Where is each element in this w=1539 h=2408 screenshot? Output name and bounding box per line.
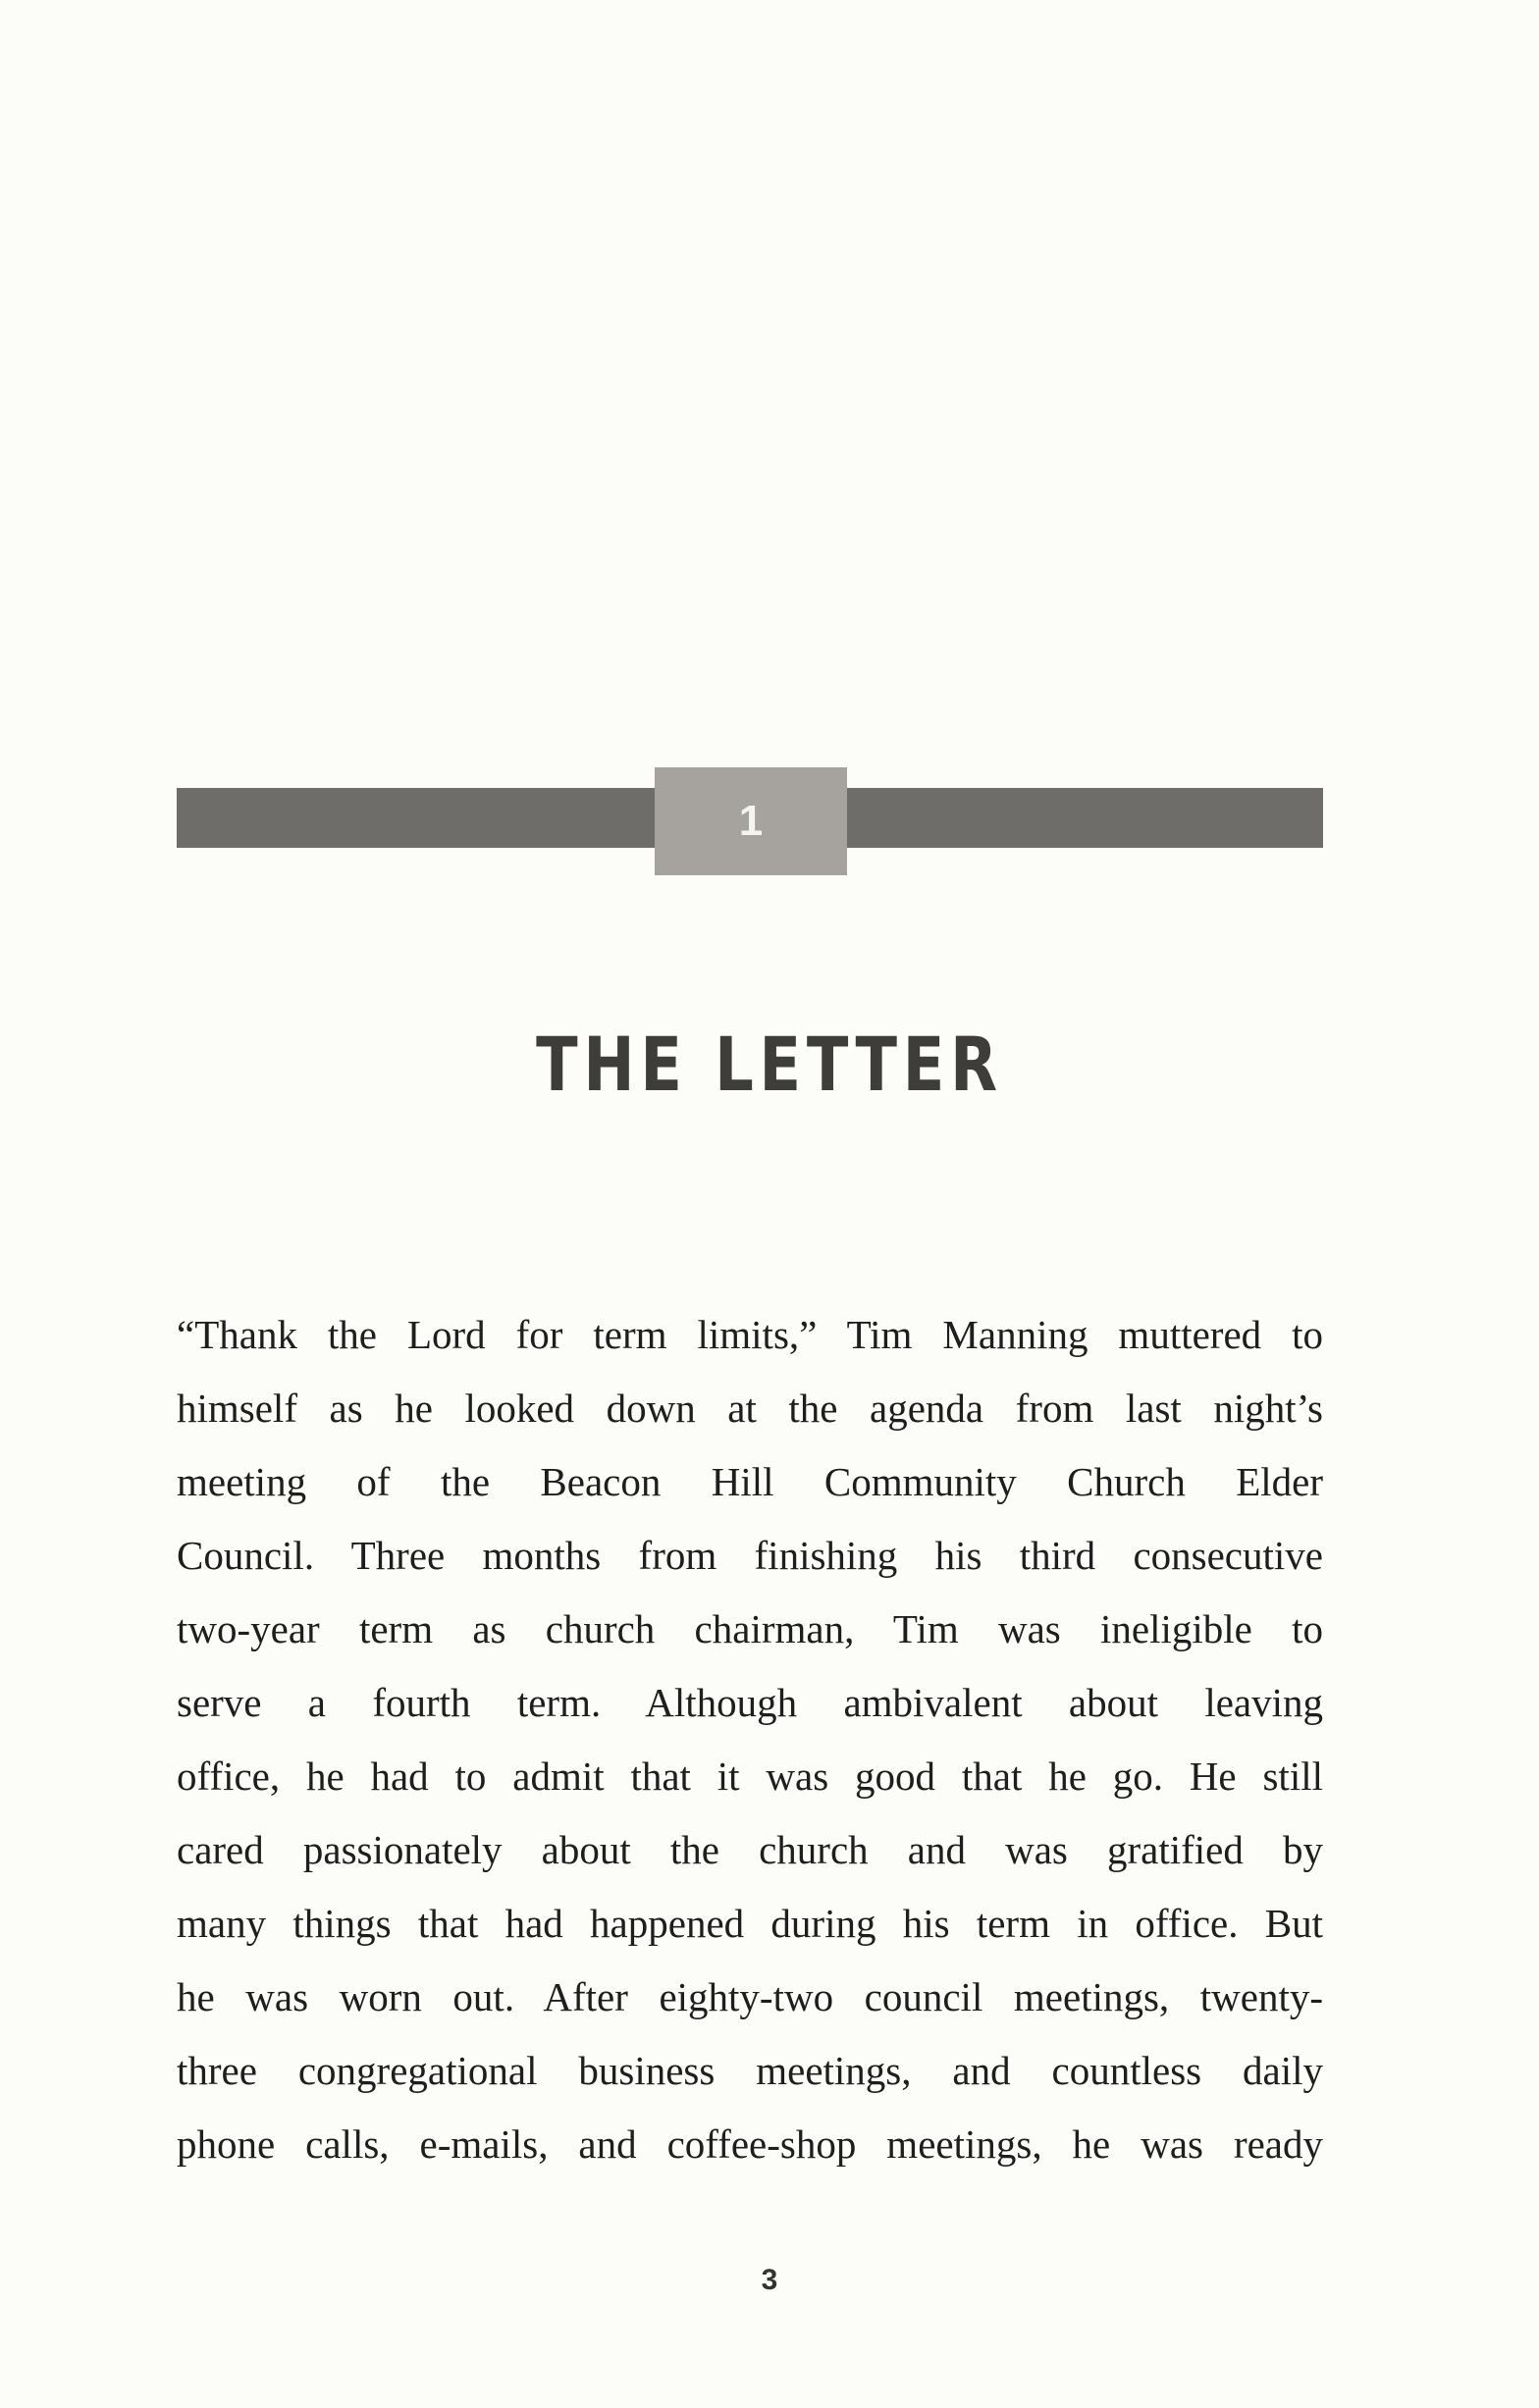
text-line: “Thank the Lord for term limits,” Tim Manning muttered to — [177, 1312, 1323, 1357]
text-line: he was worn out. After eighty-two council meetings, twenty- — [177, 1974, 1323, 2019]
text-line: Council. Three months from finishing his third consecutive — [177, 1533, 1323, 1578]
text-line: cared passionately about the church and was gratified by — [177, 1827, 1323, 1872]
text-line: many things that had happened during his term in office. But — [177, 1901, 1323, 1946]
text-line: two-year term as church chairman, Tim was ineligible to — [177, 1606, 1323, 1651]
text-line: himself as he looked down at the agenda from last night’s — [177, 1386, 1323, 1431]
text-line: phone calls, e-mails, and coffee-shop meetings, he was ready — [177, 2121, 1323, 2167]
body-text — [177, 1298, 1323, 2181]
text-line: serve a fourth term. Although ambivalent about leaving — [177, 1680, 1323, 1725]
text-line: three congregational business meetings, and countless daily — [177, 2048, 1323, 2093]
text-line: meeting of the Beacon Hill Community Church Elder — [177, 1459, 1323, 1504]
chapter-number-box — [655, 767, 847, 875]
page-number: 3 — [761, 2264, 778, 2296]
text-line: office, he had to admit that it was good that he go. He still — [177, 1754, 1323, 1799]
chapter-number: 1 — [738, 797, 764, 845]
chapter-title: THE LETTER — [536, 1021, 1003, 1108]
